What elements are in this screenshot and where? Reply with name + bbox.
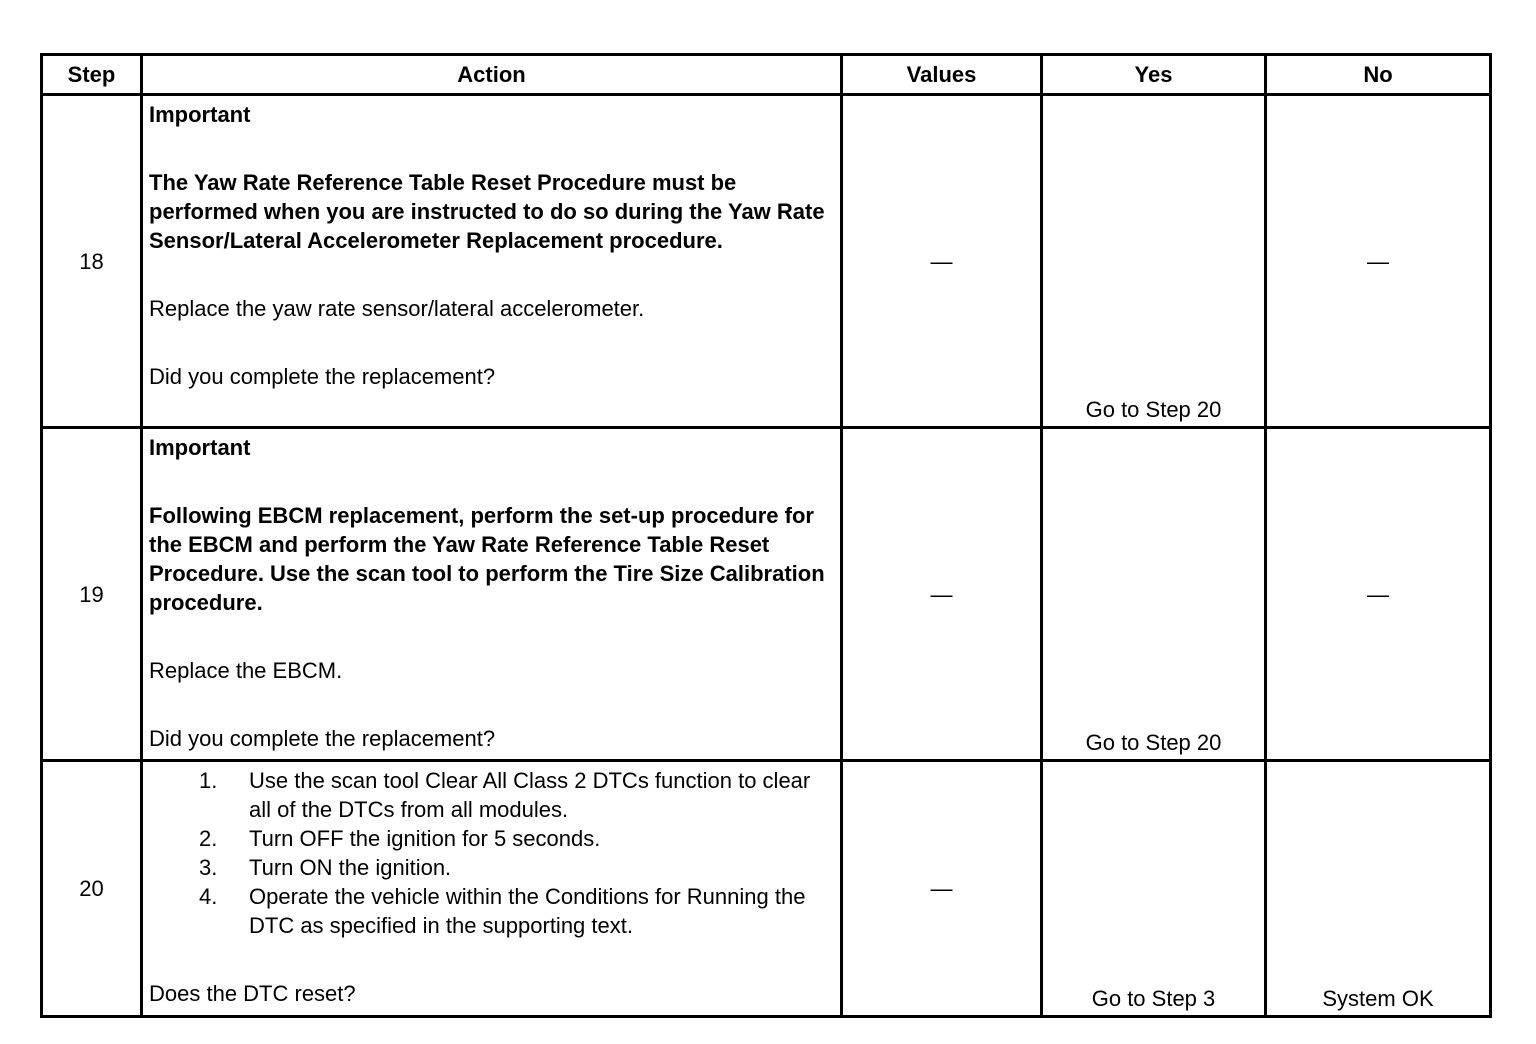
list-item (149, 853, 834, 882)
important-text: Following EBCM replacement, perform the set-up procedure for the EBCM and perform the Yaw Rate Reference Table Reset Procedure. Use the scan tool to perform the Tire Size Calibration procedure. (149, 503, 825, 615)
header-row (42, 55, 1491, 95)
list-item-number: 1. (199, 768, 218, 793)
table-row (42, 761, 1491, 1017)
list-item (149, 824, 834, 853)
list-item-text: Operate the vehicle within the Conditions for Running the DTC as specified in the supporting text. (249, 884, 806, 938)
header-action: Action (142, 55, 842, 95)
yes-cell: Go to Step 20 (1042, 95, 1266, 428)
list-item-text: Turn ON the ignition. (249, 855, 452, 880)
diagnostic-table (40, 53, 1492, 1018)
list-item (149, 882, 834, 940)
table-row (42, 95, 1491, 428)
action-cell (142, 95, 842, 428)
yes-cell: Go to Step 3 (1042, 761, 1266, 1017)
list-item-text: Use the scan tool Clear All Class 2 DTCs function to clear all of the DTCs from all modules. (249, 768, 811, 822)
yes-cell: Go to Step 20 (1042, 428, 1266, 761)
table-row (42, 428, 1491, 761)
header-no: No (1266, 55, 1491, 95)
question-text: Did you complete the replacement? (149, 726, 496, 751)
list-item-number: 2. (199, 826, 218, 851)
list-item-text: Turn OFF the ignition for 5 seconds. (249, 826, 601, 851)
important-label: Important (149, 435, 251, 460)
no-cell: — (1266, 428, 1491, 761)
list-item (149, 766, 834, 824)
step-number: 20 (42, 761, 142, 1017)
list-item-number: 3. (199, 855, 218, 880)
procedure-list (149, 766, 834, 940)
list-item-number: 4. (199, 884, 218, 909)
important-label: Important (149, 102, 251, 127)
no-cell: — (1266, 95, 1491, 428)
action-cell (142, 761, 842, 1017)
action-cell (142, 428, 842, 761)
instruction-text: Replace the yaw rate sensor/lateral accelerometer. (149, 296, 645, 321)
instruction-text: Replace the EBCM. (149, 658, 343, 683)
values-cell: — (842, 95, 1042, 428)
header-step: Step (42, 55, 142, 95)
question-text: Did you complete the replacement? (149, 364, 496, 389)
no-cell: System OK (1266, 761, 1491, 1017)
header-values: Values (842, 55, 1042, 95)
header-yes: Yes (1042, 55, 1266, 95)
step-number: 18 (42, 95, 142, 428)
values-cell: — (842, 428, 1042, 761)
step-number: 19 (42, 428, 142, 761)
question-text: Does the DTC reset? (149, 981, 356, 1006)
values-cell: — (842, 761, 1042, 1017)
important-text: The Yaw Rate Reference Table Reset Procedure must be performed when you are instructed to do so during the Yaw Rate Sensor/Lateral Accelerometer Replacement procedure. (149, 170, 825, 253)
